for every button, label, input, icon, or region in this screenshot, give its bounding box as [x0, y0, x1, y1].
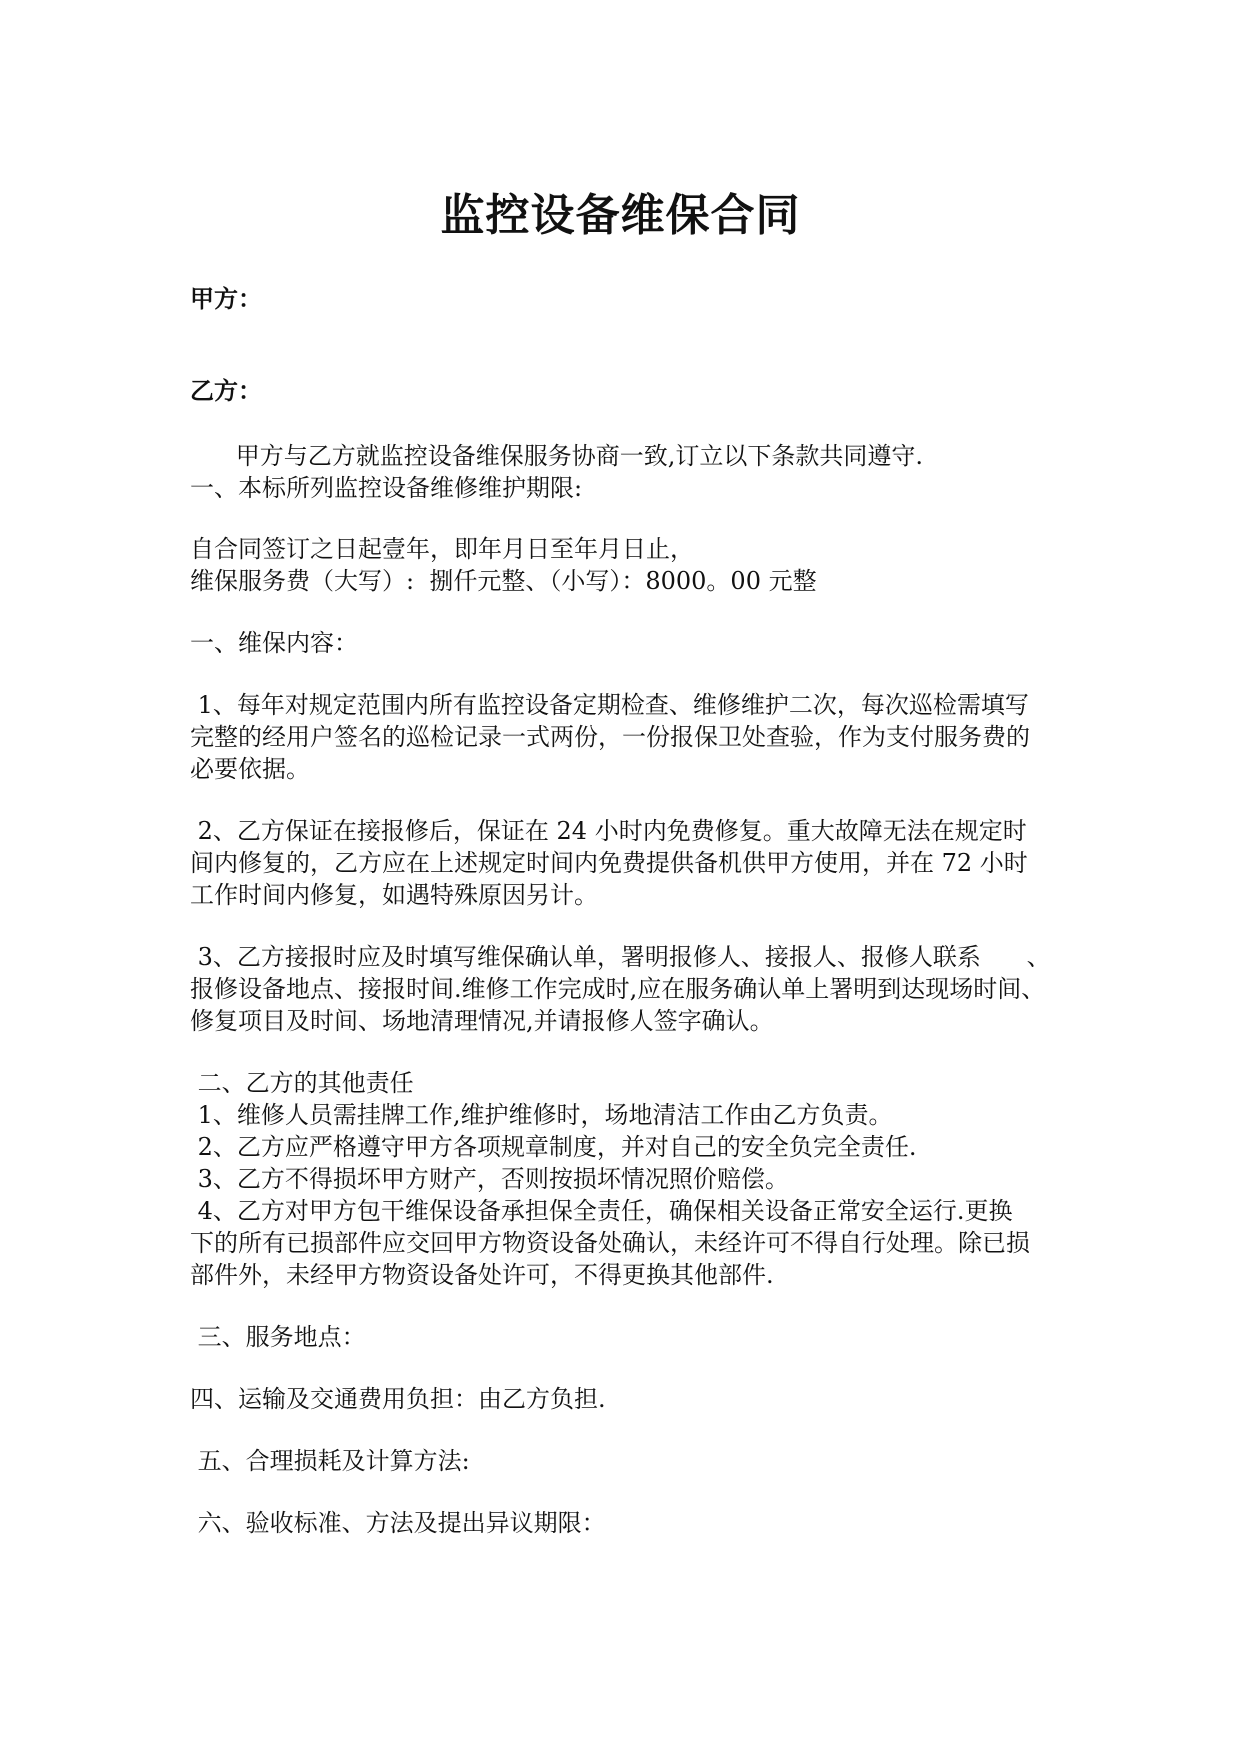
section-5-heading: 五、合理损耗及计算方法: [190, 1447, 470, 1475]
item-3-line-2: 报修设备地点、接报时间.维修工作完成时,应在服务确认单上署明到达现场时间、 [190, 975, 1046, 1003]
item-2-line-1: 2、乙方保证在接报修后，保证在 24 小时内免费修复。重大故障无法在规定时 [190, 817, 1027, 845]
section-2-item: 下的所有已损部件应交回甲方物资设备处确认，未经许可不得自行处理。除已损 [190, 1229, 1030, 1257]
content-heading: 一、维保内容： [190, 629, 358, 657]
fee-line: 维保服务费（大写）: 捌仟元整、（小写）：8000。00 元整 [190, 567, 817, 595]
section-2-heading: 二、乙方的其他责任 [190, 1069, 414, 1097]
section-2-item: 2、乙方应严格遵守甲方各项规章制度，并对自己的安全负完全责任. [190, 1133, 917, 1161]
section-3-heading: 三、服务地点： [190, 1323, 366, 1351]
section-2-item: 1、维修人员需挂牌工作,维护维修时，场地清洁工作由乙方负责。 [190, 1101, 893, 1129]
intro-paragraph: 甲方与乙方就监控设备维保服务协商一致,订立以下条款共同遵守. [190, 442, 924, 470]
section-4-heading: 四、运输及交通费用负担：由乙方负担. [190, 1385, 606, 1413]
item-2-line-3: 工作时间内修复，如遇特殊原因另计。 [190, 881, 598, 909]
term-line: 自合同签订之日起壹年，即年月日至年月日止， [190, 535, 694, 563]
item-3-line-3: 修复项目及时间、场地清理情况,并请报修人签字确认。 [190, 1007, 774, 1035]
section-2-item: 4、乙方对甲方包干维保设备承担保全责任，确保相关设备正常安全运行.更换 [190, 1197, 1013, 1225]
party-b-label: 乙方： [190, 376, 262, 405]
section-2-item: 3、乙方不得损坏甲方财产，否则按损坏情况照价赔偿。 [190, 1165, 789, 1193]
item-1-line-2: 完整的经用户签名的巡检记录一式两份，一份报保卫处查验，作为支付服务费的 [190, 723, 1030, 751]
party-a-label: 甲方： [190, 284, 262, 313]
item-2-line-2: 间内修复的，乙方应在上述规定时间内免费提供备机供甲方使用，并在 72 小时 [190, 849, 1028, 877]
section-1-heading: 一、本标所列监控设备维修维护期限: [190, 474, 583, 502]
item-1-line-3: 必要依据。 [190, 755, 310, 783]
contract-title: 监控设备维保合同 [440, 190, 801, 241]
section-2-item: 部件外，未经甲方物资设备处许可，不得更换其他部件. [190, 1261, 774, 1289]
item-3-line-1: 3、乙方接报时应及时填写维保确认单，署明报修人、接报人、报修人联系 、 [190, 943, 1051, 971]
section-6-heading: 六、验收标准、方法及提出异议期限： [190, 1509, 606, 1537]
item-1-line-1: 1、每年对规定范围内所有监控设备定期检查、维修维护二次，每次巡检需填写 [190, 691, 1029, 719]
